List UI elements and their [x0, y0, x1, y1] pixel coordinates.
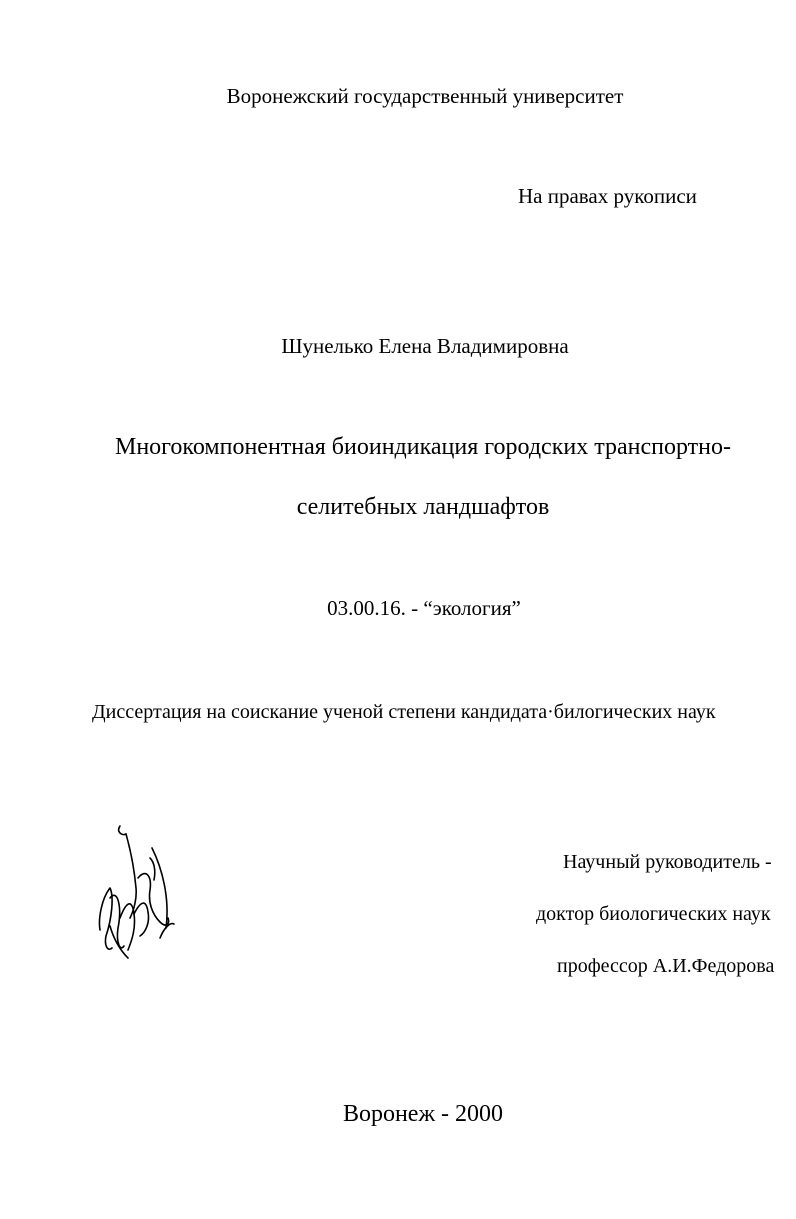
- signature-icon: [90, 818, 180, 968]
- manuscript-note: На правах рукописи: [518, 184, 697, 208]
- author-name: Шунелько Елена Владимировна: [281, 334, 569, 358]
- dissertation-title-line-2: селитебных ландшафтов: [296, 494, 550, 520]
- dissertation-title-line-1: Многокомпонентная биоиндикация городских транспортно-: [115, 434, 731, 460]
- supervisor-name: профессор А.И.Федорова: [557, 955, 775, 977]
- supervisor-degree: доктор биологических наук: [536, 903, 771, 925]
- city-year: Воронеж - 2000: [342, 1101, 504, 1127]
- supervisor-role: Научный руководитель -: [563, 851, 772, 873]
- university-name: Воронежский государственный университет: [226, 84, 624, 108]
- specialty-code: 03.00.16. - “экология”: [327, 596, 521, 620]
- degree-statement: Диссертация на соискание ученой степени кандидата·билогических наук: [92, 701, 716, 723]
